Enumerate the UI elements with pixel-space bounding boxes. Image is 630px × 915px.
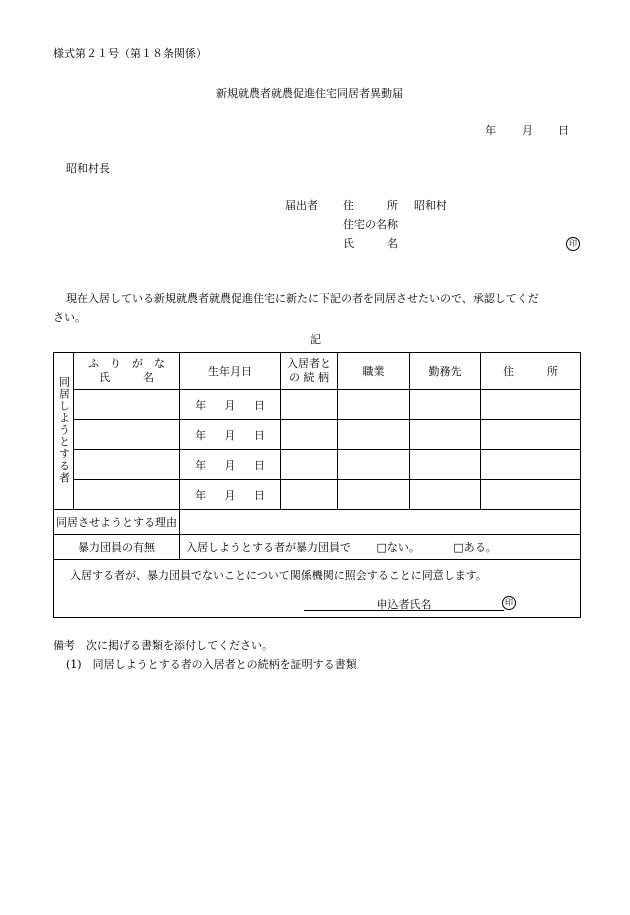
form-title: 新規就農者就農促進住宅同居者異動届	[216, 87, 403, 100]
dob-month: 月	[224, 458, 236, 472]
occupation-cell[interactable]	[338, 420, 410, 450]
workplace-cell[interactable]	[410, 420, 481, 450]
workplace-cell[interactable]	[410, 390, 481, 420]
table-row	[54, 390, 581, 420]
dob-month: 月	[224, 428, 236, 442]
form-number: 様式第２１号（第１８条関係）	[53, 47, 207, 60]
relation-cell[interactable]	[281, 480, 338, 510]
relation-cell[interactable]	[281, 420, 338, 450]
table-row	[54, 450, 581, 480]
dob-day: 日	[253, 428, 265, 442]
gang-cell	[180, 535, 581, 560]
applicant-name-label: 申込者氏名	[376, 598, 432, 611]
name-label: 氏 名	[343, 237, 398, 250]
consent-cell	[54, 560, 581, 618]
applicant-seal-icon: 印	[502, 596, 516, 610]
name-cell[interactable]	[74, 420, 180, 450]
relation-cell[interactable]	[281, 390, 338, 420]
dob-cell[interactable]	[180, 450, 281, 480]
dob-year: 年	[195, 458, 207, 472]
consent-text: 入居する者が、暴力団員でないことについて関係機関に照会することに同意します。	[70, 569, 487, 582]
reason-row	[54, 510, 581, 535]
name-cell[interactable]	[74, 480, 180, 510]
cohabitant-table	[53, 352, 581, 618]
dob-year: 年	[195, 488, 207, 502]
body-text-line2: さい。	[53, 311, 86, 324]
address-cell[interactable]	[481, 390, 581, 420]
housing-name-label: 住宅の名称	[343, 218, 398, 231]
workplace-cell[interactable]	[410, 450, 481, 480]
table-row	[54, 480, 581, 510]
recipient: 昭和村長	[66, 162, 110, 175]
workplace-cell[interactable]	[410, 480, 481, 510]
ki-label: 記	[310, 333, 321, 346]
address-cell[interactable]	[481, 480, 581, 510]
dob-day: 日	[253, 488, 265, 502]
applicant-signature-line[interactable]	[304, 596, 504, 611]
dob-day: 日	[253, 458, 265, 472]
occupation-cell[interactable]	[338, 480, 410, 510]
dob-month: 月	[224, 488, 236, 502]
name-cell[interactable]	[74, 390, 180, 420]
dob-month: 月	[224, 398, 236, 412]
header-furigana: ふ り が な	[88, 357, 165, 370]
dob-cell[interactable]	[180, 420, 281, 450]
seal-icon: 印	[566, 237, 580, 251]
date-month: 月	[522, 124, 533, 137]
table-row	[54, 420, 581, 450]
header-workplace: 勤務先	[410, 353, 481, 390]
remarks-heading: 備考 次に掲げる書類を添付してください。	[53, 639, 273, 652]
applicant-label: 届出者	[285, 199, 318, 212]
address-cell[interactable]	[481, 420, 581, 450]
reason-cell[interactable]	[180, 510, 581, 535]
reason-label: 同居させようとする理由	[54, 510, 180, 535]
side-label: 同居しようとする者	[57, 375, 71, 484]
gang-text: 入居しようとする者が暴力団員で	[186, 541, 351, 554]
date-year: 年	[485, 124, 496, 137]
header-address: 住 所	[481, 353, 581, 390]
relation-cell[interactable]	[281, 450, 338, 480]
dob-cell[interactable]	[180, 480, 281, 510]
header-fullname: 氏 名	[99, 371, 154, 384]
gang-label: 暴力団員の有無	[54, 535, 180, 560]
occupation-cell[interactable]	[338, 450, 410, 480]
header-relation-2: の 続 柄	[289, 371, 329, 384]
occupation-cell[interactable]	[338, 390, 410, 420]
dob-day: 日	[253, 398, 265, 412]
side-label-cell	[54, 353, 74, 510]
header-name	[74, 353, 180, 390]
consent-row	[54, 560, 581, 618]
gang-row	[54, 535, 581, 560]
remarks-item: (1) 同居しようとする者の入居者との続柄を証明する書類	[66, 658, 357, 671]
gang-no-checkbox[interactable]: □ない。	[376, 541, 420, 554]
name-cell[interactable]	[74, 450, 180, 480]
header-relation-1: 入居者と	[287, 357, 331, 370]
dob-year: 年	[195, 398, 207, 412]
header-dob: 生年月日	[180, 353, 281, 390]
address-label: 住 所	[343, 199, 398, 212]
header-occupation: 職業	[338, 353, 410, 390]
body-text-line1: 現在入居している新規就農者就農促進住宅に新たに下記の者を同居させたいので、承認してくだ	[66, 292, 539, 305]
gang-yes-checkbox[interactable]: □ある。	[453, 541, 497, 554]
dob-year: 年	[195, 428, 207, 442]
dob-cell[interactable]	[180, 390, 281, 420]
address-value: 昭和村	[414, 199, 447, 212]
header-relation	[281, 353, 338, 390]
date-day: 日	[558, 124, 569, 137]
address-cell[interactable]	[481, 450, 581, 480]
